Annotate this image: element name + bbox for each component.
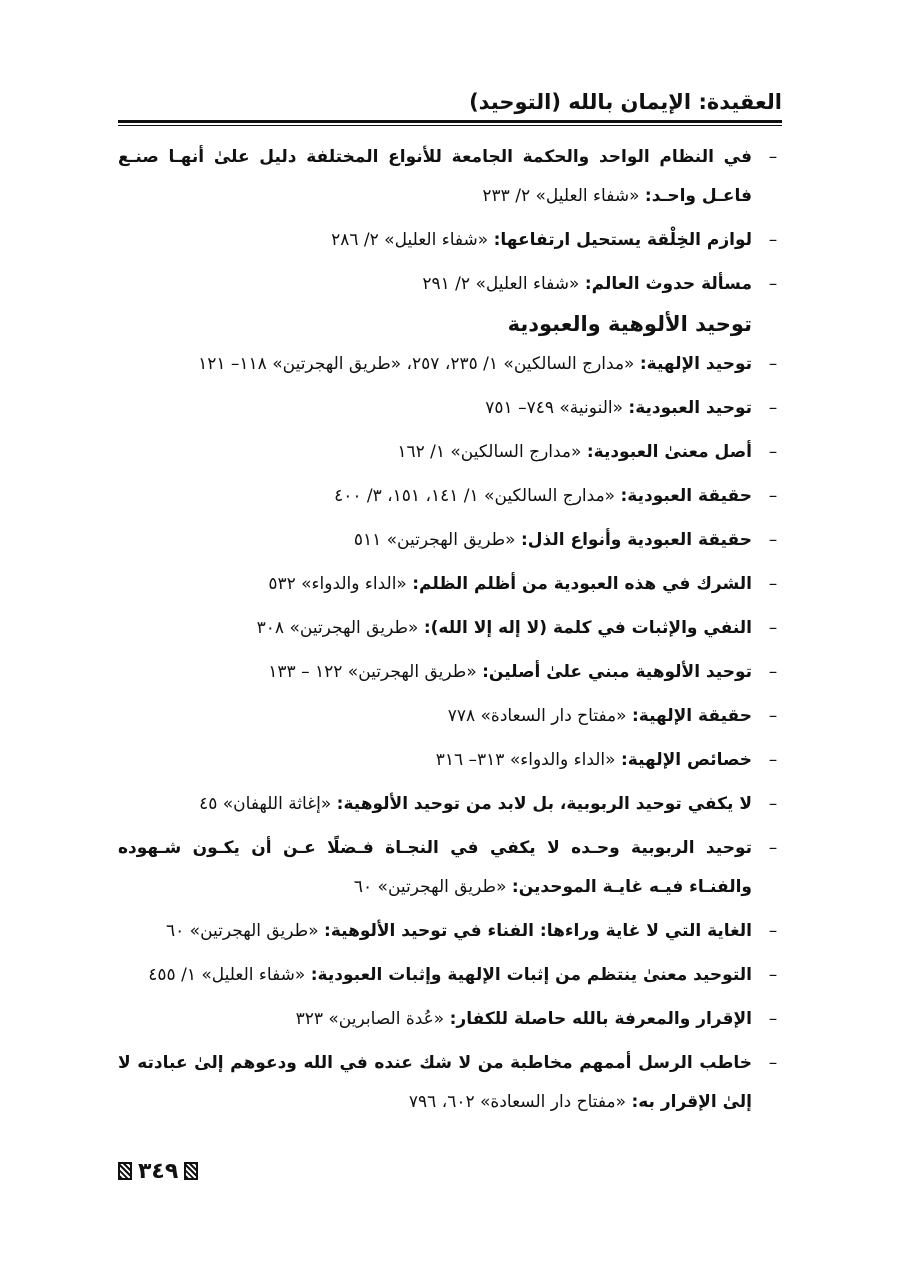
ornament-icon	[184, 1162, 198, 1180]
entry-reference: «طريق الهجرتين» ٥١١	[353, 530, 516, 550]
index-entry	[118, 221, 782, 260]
entry-reference: «مدارج السالكين» ١/ ٢٣٥، ٢٥٧، «طريق الهجرتين» ١١٨– ١٢١	[198, 354, 635, 374]
index-entry	[118, 697, 782, 736]
entry-dash: –	[768, 442, 778, 462]
entry-dash: –	[768, 530, 778, 550]
entry-term: لا يكفي توحيد الربوبية، بل لابد من توحيد الألوهية:	[336, 794, 752, 814]
entry-dash: –	[768, 1053, 778, 1073]
entry-term: مسألة حدوث العالم:	[584, 274, 752, 294]
entry-term: توحيد الإلهية:	[639, 354, 752, 374]
entry-term: التوحيد معنىٰ ينتظم من إثبات الإلهية وإثبات العبودية:	[310, 965, 752, 985]
entry-term: خصائص الإلهية:	[620, 750, 752, 770]
index-entry	[118, 433, 782, 472]
index-entry	[118, 521, 782, 560]
section-heading: توحيد الألوهية والعبودية	[507, 312, 752, 336]
entry-term: توحيد الربوبية وحـده لا يكفي في النجـاة فـضلًا عـن أن يكـون شـهوده والفنـاء فيـه غايـة الموحدين:	[118, 838, 752, 897]
index-content	[118, 138, 782, 1127]
index-entry	[118, 389, 782, 428]
entry-dash: –	[768, 794, 778, 814]
entry-dash: –	[768, 921, 778, 941]
entry-term: في النظام الواحد والحكمة الجامعة للأنواع المختلفة دليل علىٰ أنهـا صنـع فاعـل واحـد:	[118, 147, 752, 206]
entry-reference: «طريق الهجرتين» ٦٠	[166, 921, 319, 941]
entry-reference: «مفتاح دار السعادة» ٧٧٨	[447, 706, 627, 726]
entry-dash: –	[768, 618, 778, 638]
entry-reference: «إغاثة اللهفان» ٤٥	[199, 794, 332, 814]
entry-reference: «الداء والدواء» ٥٣٢	[268, 574, 407, 594]
index-entry	[118, 477, 782, 516]
entry-dash: –	[768, 274, 778, 294]
entry-dash: –	[768, 965, 778, 985]
entry-dash: –	[768, 662, 778, 682]
entry-reference: «شفاء العليل» ٢/ ٢٨٦	[331, 230, 489, 250]
index-entry	[118, 345, 782, 384]
entry-term: توحيد الألوهية مبني علىٰ أصلين:	[482, 662, 752, 682]
index-entry	[118, 741, 782, 780]
entry-term: النفي والإثبات في كلمة (لا إله إلا الله):	[423, 618, 752, 638]
entry-term: خاطب الرسل أممهم مخاطبة من لا شك عنده في الله ودعوهم إلىٰ عبادته لا إلىٰ الإقرار به:	[118, 1053, 752, 1112]
entry-reference: «شفاء العليل» ٢/ ٢٣٣	[482, 186, 640, 206]
entry-dash: –	[768, 398, 778, 418]
header-rule-thick	[118, 120, 782, 123]
entry-dash: –	[768, 1009, 778, 1029]
entry-reference: «شفاء العليل» ١/ ٤٥٥	[148, 965, 306, 985]
entry-dash: –	[768, 486, 778, 506]
index-entry	[118, 1000, 782, 1039]
index-entry	[118, 565, 782, 604]
entry-reference: «الداء والدواء» ٣١٣– ٣١٦	[435, 750, 616, 770]
running-header	[118, 84, 782, 120]
entry-term: لوازم الخِلْقة يستحيل ارتفاعها:	[493, 230, 752, 250]
entry-reference: «مفتاح دار السعادة» ٦٠٢، ٧٩٦	[408, 1092, 627, 1112]
ornament-icon	[118, 1162, 132, 1180]
entry-term: الإقرار والمعرفة بالله حاصلة للكفار:	[449, 1009, 752, 1029]
header-rule-thin	[118, 125, 782, 126]
entry-term: توحيد العبودية:	[628, 398, 752, 418]
entry-dash: –	[768, 574, 778, 594]
entry-reference: «النونية» ٧٤٩– ٧٥١	[485, 398, 623, 418]
page-number: ٣٤٩	[138, 1158, 179, 1184]
entry-term: حقيقة العبودية وأنواع الذل:	[520, 530, 752, 550]
entry-reference: «مدارج السالكين» ١/ ١٤١، ١٥١، ٣/ ٤٠٠	[334, 486, 616, 506]
page-footer	[118, 1156, 198, 1186]
index-entry	[118, 653, 782, 692]
index-entry	[118, 138, 782, 216]
entry-dash: –	[768, 706, 778, 726]
index-entry	[118, 265, 782, 304]
entry-reference: «طريق الهجرتين» ٦٠	[353, 877, 507, 897]
entry-reference: «طريق الهجرتين» ٣٠٨	[256, 618, 419, 638]
entry-reference: «طريق الهجرتين» ١٢٢ – ١٣٣	[268, 662, 477, 682]
header-title: العقيدة: الإيمان بالله (التوحيد)	[469, 90, 782, 114]
index-entry	[118, 829, 782, 907]
entry-term: حقيقة العبودية:	[620, 486, 752, 506]
entry-term: أصل معنىٰ العبودية:	[586, 442, 752, 462]
index-entry	[118, 912, 782, 951]
entry-term: الشرك في هذه العبودية من أظلم الظلم:	[412, 574, 752, 594]
entry-dash: –	[768, 230, 778, 250]
index-entry	[118, 956, 782, 995]
entry-reference: «مدارج السالكين» ١/ ١٦٢	[397, 442, 582, 462]
entry-dash: –	[768, 750, 778, 770]
entry-term: الغاية التي لا غاية وراءها: الفناء في توحيد الألوهية:	[324, 921, 752, 941]
index-entry	[118, 785, 782, 824]
entry-reference: «شفاء العليل» ٢/ ٢٩١	[422, 274, 580, 294]
entry-dash: –	[768, 354, 778, 374]
index-entry	[118, 609, 782, 648]
entry-reference: «عُدة الصابرين» ٣٢٣	[295, 1009, 445, 1029]
entry-dash: –	[768, 838, 778, 858]
entry-term: حقيقة الإلهية:	[631, 706, 752, 726]
index-entry	[118, 1044, 782, 1122]
entry-dash: –	[768, 147, 778, 167]
